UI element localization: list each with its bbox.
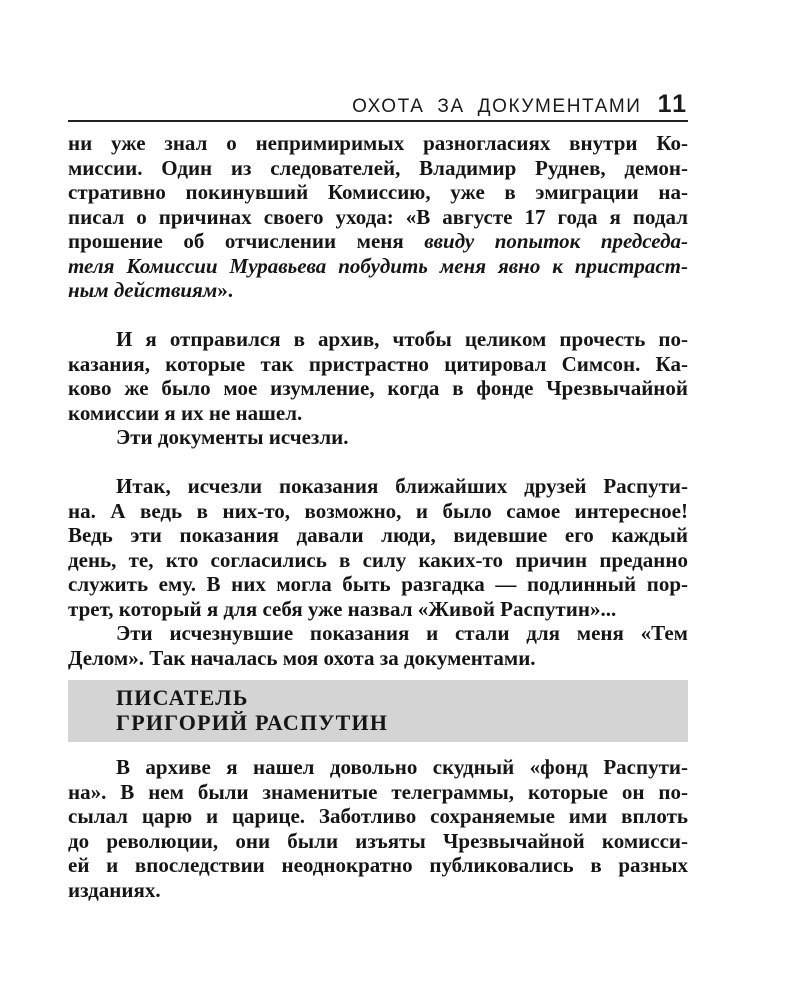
text-line: до революции, они были изъяты Чрезвычайной комисси- [68,828,688,853]
text-line: миссии. Один из следователей, Владимир Руднев, демон- [68,155,688,180]
italic-quote-segment: ным действиям [68,278,218,302]
paragraph [68,327,688,425]
text-line: ей и впоследствии неоднократно публиковались в разных [68,853,688,877]
text-line: на. А ведь в них-то, возможно, и было самое интересное! [68,498,688,523]
blank-line [68,303,688,328]
text-line: на». В нем были знаменитые телеграммы, которые он по- [68,779,688,804]
text-line: ни уже знал о непримиримых разногласиях внутри Ко- [68,131,688,155]
paragraph [68,621,688,670]
running-head-title: ОХОТА ЗА ДОКУМЕНТАМИ [352,96,642,117]
paragraph [68,131,688,303]
paragraph [68,425,688,450]
text-line: комиссии я их не нашел. [68,400,303,425]
text-line: трет, который я для себя уже назвал «Живой Распутин»... [68,596,617,621]
header-rule [68,120,688,122]
paragraph [68,755,688,902]
page-number: 11 [657,90,688,118]
paragraph [68,474,688,621]
section-heading [68,680,688,742]
text-line: Эти исчезнувшие показания и стали для меня «Тем [116,621,688,645]
text-line [68,229,688,254]
text-line: Делом». Так началась моя охота за документами. [68,645,536,670]
section-heading-line: ГРИГОРИЙ РАСПУТИН [116,709,389,735]
text-line: служить ему. В них могла быть разгадка — подлинный пор- [68,572,688,596]
text-line: Ведь эти показания давали люди, видевшие его каждый [68,523,688,547]
text-line: Эти документы исчезли. [116,425,349,449]
text-line: Итак, исчезли показания ближайших друзей Распути- [116,474,688,498]
blank-line [68,450,688,475]
text-line: стративно покинувший Комиссию, уже в эмиграции на- [68,180,688,204]
text-line: В архиве я нашел довольно скудный «фонд Распути- [116,755,688,779]
text-line [68,278,688,303]
text-line: писал о причинах своего ухода: «В августе 17 года я подал [68,204,688,229]
page-body [68,131,688,902]
italic-quote-segment: ввиду попыток председа- [424,229,689,253]
text-line: сылал царю и царице. Заботливо сохраняемые ими вплоть [68,804,688,828]
text-segment: ». [217,278,233,302]
section-heading-line: ПИСАТЕЛЬ [116,685,249,710]
text-line: изданиях. [68,877,161,902]
italic-quote-line: теля Комиссии Муравьева побудить меня явно к пристраст- [68,253,688,278]
text-line: ково же было мое изумление, когда в фонде Чрезвычайной [68,376,688,400]
text-line: И я отправился в архив, чтобы целиком прочесть по- [116,327,688,351]
text-line: день, те, кто согласились в силу каких-то причин преданно [68,547,688,572]
running-head [68,90,688,118]
text-segment: прошение об отчислении меня [68,229,404,253]
text-line: казания, которые так пристрастно цитировал Симсон. Ка- [68,351,688,376]
